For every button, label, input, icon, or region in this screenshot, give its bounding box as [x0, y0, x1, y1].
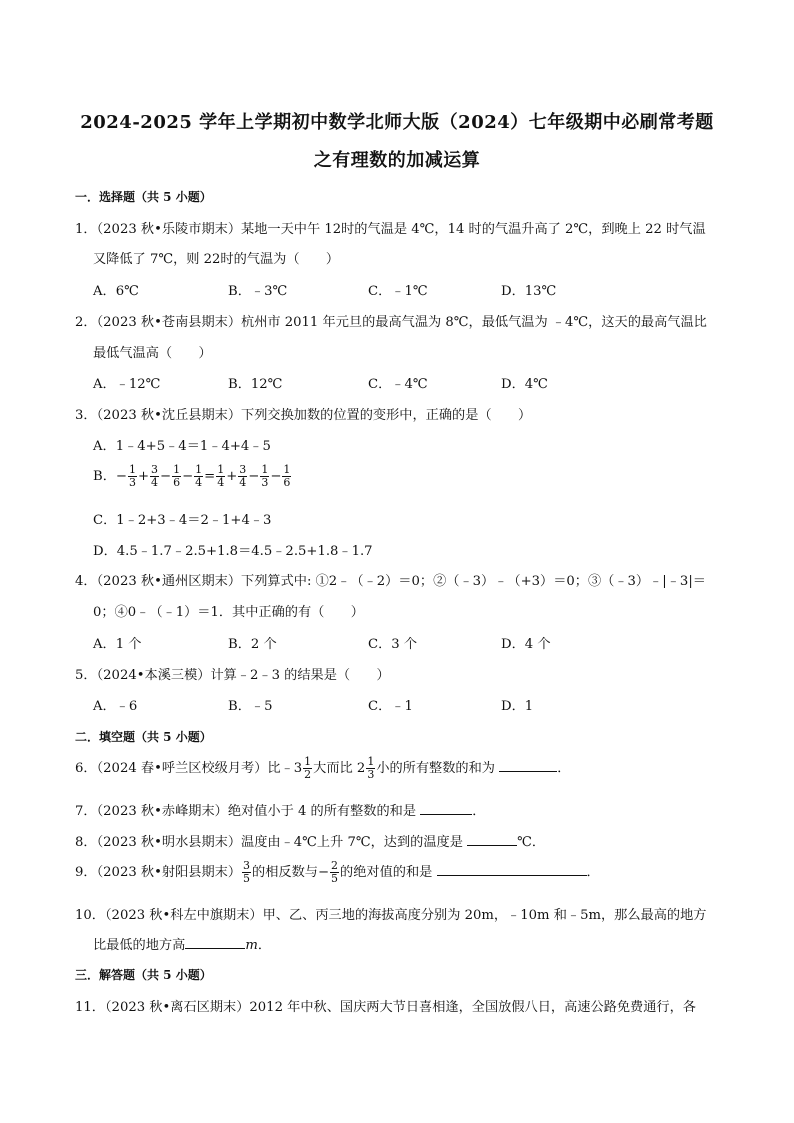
q9-fraction-2	[330, 860, 339, 885]
q3-b-fraction	[216, 464, 225, 489]
fraction-denominator: 3	[367, 768, 375, 781]
q11-line-1: 11．（2023 秋•离石区期末）2012 年中秋、国庆两大节日喜相逢，全国放假八日，高速公路免费通行，各	[75, 1000, 696, 1015]
q2-line-2: 最低气温高（ ）	[93, 346, 212, 361]
q4-option-c: C．3 个	[368, 637, 418, 652]
fraction-numerator: 3	[239, 463, 247, 476]
q5-option-b: B．﹣5	[228, 699, 273, 714]
fraction-denominator: 2	[304, 768, 312, 781]
q10-answer-blank	[185, 936, 245, 949]
q3-option-d: D．4.5﹣1.7﹣2.5+1.8＝4.5﹣2.5+1.8﹣1.7	[93, 544, 373, 559]
q3-b-op: +	[137, 469, 150, 484]
q4-line-1: 4．（2023 秋•通州区期末）下列算式中: ①2﹣（﹣2）＝0；②（﹣3）﹣（+3）＝0；③（﹣3）﹣|﹣3|＝	[75, 574, 706, 589]
q6-answer-blank	[499, 759, 557, 772]
q3-option-b-label: B．	[93, 469, 116, 484]
q9-text-suffix: 的绝对值的和是	[340, 865, 437, 880]
fraction-denominator: 4	[195, 476, 203, 489]
q2-option-d: D．4℃	[501, 377, 548, 392]
q9-line	[75, 860, 725, 885]
fraction-denominator: 4	[239, 476, 247, 489]
q10-text: 比最低的地方高	[93, 938, 186, 953]
fraction-numerator: 2	[331, 859, 339, 872]
q4-line-2: 0；④0﹣（﹣1）＝1．其中正确的有（ ）	[93, 605, 364, 620]
q7-text-end: ．	[472, 804, 486, 819]
q10-line-1: 10．（2023 秋•科左中旗期末）甲、乙、丙三地的海拔高度分别为 20m，﹣10m 和﹣5m，那么最高的地方	[75, 908, 707, 923]
fraction-numerator: 1	[195, 463, 203, 476]
fraction-denominator: 5	[243, 872, 251, 885]
title-line-2: 之有理数的加减运算	[313, 150, 481, 171]
q3-b-fraction	[238, 464, 247, 489]
q4-option-d: D．4 个	[501, 637, 551, 652]
title-line-1: 2024-2025 学年上学期初中数学北师大版（2024）七年级期中必刷常考题	[80, 112, 714, 133]
q1-option-b: B．﹣3℃	[228, 284, 288, 299]
q1-option-a: A．6℃	[93, 284, 139, 299]
fraction-numerator: 3	[243, 859, 251, 872]
fraction-denominator: 6	[283, 476, 291, 489]
section-answer-heading: 三．解答题（共 5 小题）	[75, 968, 212, 982]
fraction-denominator: 3	[261, 476, 269, 489]
q1-line-1: 1．（2023 秋•乐陵市期末）某地一天中午 12时的气温是 4℃，14 时的气温升高了 2℃，到晚上 22 时气温	[75, 222, 706, 237]
q3-option-c: C．1﹣2+3﹣4＝2﹣1+4﹣3	[93, 513, 272, 528]
fraction-denominator: 4	[217, 476, 225, 489]
q6-text-mid: 大而比 2	[313, 761, 366, 776]
q6-text-end: ．	[557, 761, 571, 776]
q9-text-mid: 的相反数与−	[252, 865, 330, 880]
q3-b-op: −	[270, 469, 282, 484]
q9-answer-blank	[437, 863, 587, 876]
q9-text-prefix: 9．（2023 秋•射阳县期末）	[75, 865, 242, 880]
q8-answer-blank	[467, 833, 517, 846]
fraction-numerator: 1	[217, 463, 225, 476]
fraction-denominator: 4	[151, 476, 159, 489]
fraction-numerator: 1	[173, 463, 181, 476]
q3-option-a: A．1﹣4+5﹣4＝1﹣4+4﹣5	[93, 439, 271, 454]
fraction-numerator: 1	[367, 755, 375, 768]
q5-option-a: A．﹣6	[93, 699, 138, 714]
q6-line	[75, 756, 725, 781]
q1-option-c: C．﹣1℃	[368, 284, 428, 299]
q2-option-c: C．﹣4℃	[368, 377, 428, 392]
q3-b-op: −	[115, 469, 127, 484]
q10-text-end: ．	[257, 938, 272, 953]
section-fill-heading: 二．填空题（共 5 小题）	[75, 730, 212, 744]
q3-b-op: +	[226, 469, 238, 484]
fraction-numerator: 1	[283, 463, 291, 476]
q8-text: 8．（2023 秋•明水县期末）温度由﹣4℃上升 7℃，达到的温度是	[75, 835, 468, 850]
q3-b-fraction	[194, 464, 203, 489]
section-choice-heading: 一．选择题（共 5 小题）	[75, 190, 212, 204]
q6-fraction-2	[366, 756, 375, 781]
q3-line-1: 3．（2023 秋•沈丘县期末）下列交换加数的位置的变形中，正确的是（ ）	[75, 408, 532, 423]
q3-b-fraction	[172, 464, 181, 489]
fraction-denominator: 3	[128, 476, 136, 489]
q7-text: 7．（2023 秋•赤峰期末）绝对值小于 4 的所有整数的和是	[75, 804, 421, 819]
fraction-denominator: 5	[331, 872, 339, 885]
q5-option-d: D．1	[501, 699, 534, 714]
q3-b-fraction	[282, 464, 291, 489]
q3-b-op: −	[182, 469, 194, 484]
fraction-numerator: 1	[128, 463, 136, 476]
q3-b-op: −	[160, 469, 172, 484]
fraction-numerator: 1	[261, 463, 269, 476]
q2-line-1: 2．（2023 秋•苍南县期末）杭州市 2011 年元旦的最高气温为 8℃，最低气温为 ﹣4℃，这天的最高气温比	[75, 315, 707, 330]
q3-b-op: −	[248, 469, 260, 484]
q7-answer-blank	[420, 802, 472, 815]
q3-option-b	[93, 464, 292, 489]
q6-text-prefix: 6．（2024 春•呼兰区校级月考）比﹣3	[75, 761, 303, 776]
q6-text-suffix: 小的所有整数的和为	[376, 761, 500, 776]
q9-text-end: ．	[586, 865, 600, 880]
q2-option-b: B．12℃	[228, 377, 283, 392]
q4-option-b: B．2 个	[228, 637, 277, 652]
q3-b-fraction	[260, 464, 269, 489]
q5-option-c: C．﹣1	[368, 699, 413, 714]
q3-b-fraction	[150, 464, 159, 489]
q10-line-2	[93, 934, 743, 953]
q10-unit: m	[245, 938, 258, 953]
q4-option-a: A．1 个	[93, 637, 142, 652]
q7-line	[75, 800, 725, 819]
fraction-numerator: 3	[151, 463, 159, 476]
q5-line-1: 5．（2024•本溪三模）计算﹣2﹣3 的结果是（ ）	[75, 668, 390, 683]
q3-b-fraction	[128, 464, 137, 489]
q6-fraction-1	[303, 756, 312, 781]
q3-b-op: =	[204, 469, 216, 484]
q8-text-end: ℃．	[517, 835, 546, 850]
fraction-denominator: 6	[173, 476, 181, 489]
fraction-numerator: 1	[304, 755, 312, 768]
q9-fraction-1	[242, 860, 251, 885]
q2-option-a: A．﹣12℃	[93, 377, 161, 392]
q1-line-2: 又降低了 7℃，则 22时的气温为（ ）	[93, 252, 340, 267]
q8-line	[75, 831, 725, 850]
q1-option-d: D．13℃	[501, 284, 557, 299]
